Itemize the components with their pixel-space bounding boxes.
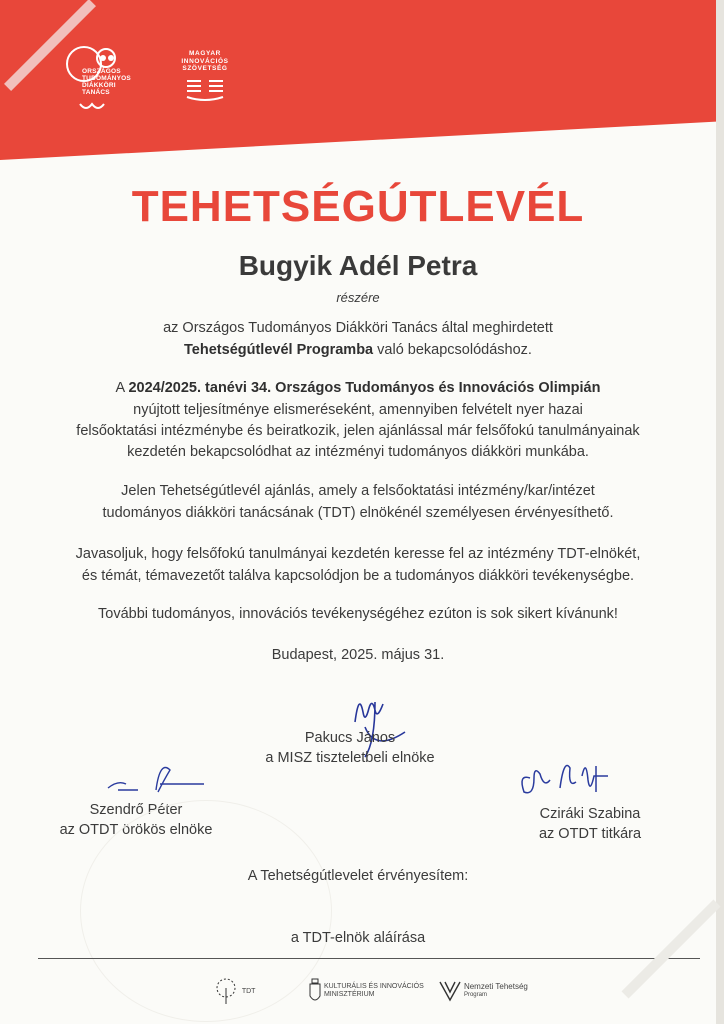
- ministry-logo: [308, 976, 424, 1006]
- intro-program-line: [0, 340, 716, 362]
- paragraph1-line: felsőoktatási intézménybe és beiratkozik, jelen ajánlással már felsőfokú tanulmányainak: [76, 423, 640, 439]
- paragraph1-line: kezdetén bekapcsolódhat az intézményi tudományos diákköri munkába.: [127, 444, 589, 460]
- olympiad-name: 2024/2025. tanévi 34. Országos Tudományos és Innovációs Olimpián: [128, 380, 601, 396]
- dandelion-icon: [212, 976, 240, 1006]
- recipient-name: Bugyik Adél Petra: [238, 250, 478, 281]
- misz-logo-line: INNOVÁCIÓS: [181, 57, 229, 65]
- signatory-role: az OTDT örökös elnöke: [59, 822, 213, 838]
- book-icon: [183, 73, 227, 103]
- intro-line: az Országos Tudományos Diákköri Tanács által meghirdetett: [163, 320, 553, 336]
- intro-line-rest: való bekapcsolódáshoz.: [373, 342, 532, 358]
- signatory-name: Cziráki Szabina: [539, 806, 641, 822]
- validation-signature-label: a TDT-elnök aláírása: [290, 930, 426, 946]
- paragraph2-line: Jelen Tehetségútlevél ajánlás, amely a felsőoktatási intézmény/kar/intézet: [121, 483, 595, 499]
- paragraph3-line: Javasoljuk, hogy felsőfokú tanulmányai kezdetén keresse fel az intézmény TDT-elnökét,: [75, 546, 641, 562]
- szendro-signature: [96, 760, 216, 800]
- misz-logo-line: MAGYAR: [189, 50, 221, 57]
- misz-logo-line: SZÖVETSÉG: [182, 65, 228, 72]
- otdt-logo-line: DIÁKKÖRI: [82, 82, 116, 89]
- program-name: Tehetségútlevél Programba: [184, 342, 374, 358]
- for-label: részére: [336, 290, 380, 305]
- ntp-emblem-icon: [438, 976, 462, 1006]
- paragraph3-line: és témát, témavezetőt találva kapcsolódjon be a tudományos diákköri tevékenységbe.: [81, 568, 635, 584]
- center-signatory: [220, 728, 480, 768]
- ntp-logo-line: Nemzeti Tehetség: [463, 982, 528, 991]
- signatory-role: a MISZ tiszteletbeli elnöke: [265, 750, 435, 766]
- coat-of-arms-icon: [308, 976, 322, 1006]
- otdt-logo-line: TANÁCS: [82, 89, 110, 96]
- misz-logo: [180, 50, 230, 112]
- tdt-logo: [212, 976, 255, 1006]
- otdt-logo-line: ORSZÁGOS: [82, 68, 121, 75]
- signatory-name: Szendrő Péter: [89, 802, 183, 818]
- footer-divider: [38, 958, 700, 959]
- paragraph2-line: tudományos diákköri tanácsának (TDT) elnökénél személyesen érvényesíthető.: [102, 505, 614, 521]
- closing-line: További tudományos, innovációs tevékenységéhez ezúton is sok sikert kívánunk!: [98, 606, 618, 622]
- validation-text: A Tehetségútlevelet érvényesítem:: [247, 868, 469, 884]
- ministry-logo-line: KULTURÁLIS ÉS INNOVÁCIÓS: [323, 983, 424, 990]
- tdt-logo-text: TDT: [241, 987, 256, 995]
- otdt-logo-line: TUDOMÁNYOS: [82, 75, 131, 82]
- ministry-logo-line: MINISZTÉRIUM: [323, 991, 375, 998]
- otdt-logo: [62, 44, 148, 116]
- olympiad-line: [0, 378, 716, 400]
- certificate-title: TEHETSÉGÚTLEVÉL: [131, 182, 585, 231]
- ntp-logo: [438, 976, 528, 1006]
- cziraki-signature: [510, 748, 620, 808]
- place-date: Budapest, 2025. május 31.: [271, 647, 445, 663]
- olympiad-prefix: A: [115, 380, 129, 396]
- paragraph1-line: nyújtott teljesítménye elismeréseként, amennyiben felvételt nyer hazai: [133, 402, 583, 418]
- embossed-seal: [80, 800, 332, 1022]
- signatory-name: Pakucs János: [304, 730, 396, 746]
- signatory-role: az OTDT titkára: [538, 826, 642, 842]
- ntp-logo-line: Program: [463, 992, 487, 998]
- paper-edge: [716, 0, 724, 1024]
- right-signatory: [490, 804, 690, 844]
